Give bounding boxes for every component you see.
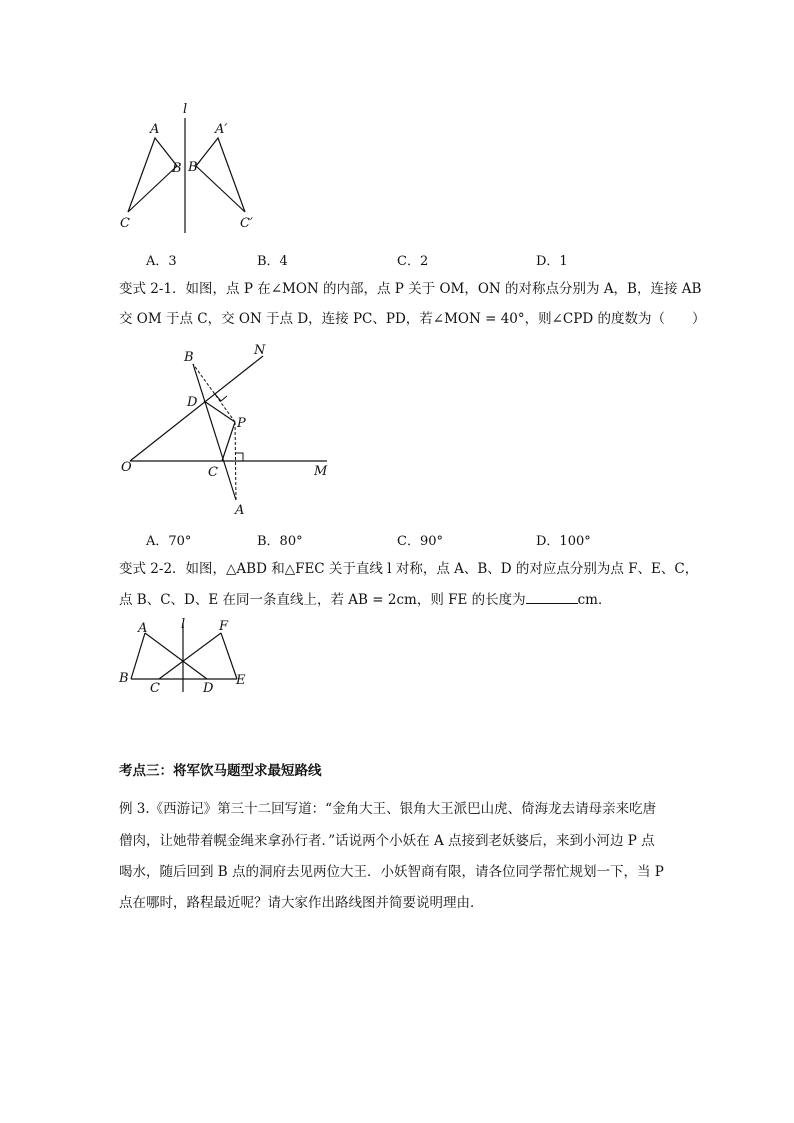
label-c: C: [120, 216, 130, 231]
ex3-text-line4: 点在哪时，路程最近呢？请大家作出路线图并简要说明理由．: [119, 895, 484, 911]
q22-text-line2-after: cm．: [577, 592, 612, 608]
q22-text-line1: 变式 2-2．如图，△ABD 和△FEC 关于直线 l 对称，点 A、B、D 的对应点分别为点 F、E、C，: [119, 561, 699, 577]
q21-text-line2: 交 OM 于点 C，交 ON 于点 D，连接 PC、PD，若∠MON = 40°，则∠CPD 的度数为（ ）: [119, 311, 706, 327]
segment-pc: [222, 422, 235, 461]
q21-option-a: A．70°: [146, 534, 192, 549]
label-b: B: [119, 671, 129, 686]
segment-ab: [131, 633, 145, 679]
figure-angle-mon: [115, 340, 335, 520]
q22-text-line2-before: 点 B、C、D、E 在同一条直线上，若 AB = 2cm，则 FE 的长度为: [119, 592, 526, 608]
label-e: E: [236, 673, 246, 688]
right-angle-mark-om: [235, 453, 243, 461]
segment-ad: [145, 633, 207, 679]
label-a-prime: A′: [215, 122, 228, 137]
label-a: A: [138, 621, 148, 636]
label-p: P: [237, 416, 246, 431]
segment-fc: [159, 633, 221, 679]
label-n: N: [254, 343, 266, 358]
answer-blank[interactable]: [526, 589, 578, 604]
label-l: l: [181, 617, 186, 632]
ex3-text-line2: 僧肉，让她带着幌金绳来拿孙行者．”话说两个小妖在 A 点接到老妖婆后，来到小河边 P 点: [119, 833, 655, 849]
dashed-pb: [193, 364, 235, 422]
q21-option-c: C．90°: [397, 534, 443, 549]
label-b-prime: B′: [188, 160, 201, 175]
q1-option-d: D．1: [536, 254, 568, 269]
label-a: A: [150, 122, 160, 137]
label-b: B: [184, 350, 194, 365]
section-heading: 考点三：将军饮马题型求最短路线: [119, 763, 322, 779]
q1-option-b: B．4: [257, 254, 288, 269]
label-o: O: [121, 460, 132, 475]
ex3-text-line1: 例 3.《西游记》第三十二回写道：“金角大王、银角大王派巴山虎、倚海龙去请母亲来吃唐: [119, 801, 657, 817]
label-d: D: [203, 681, 214, 696]
triangle-abc: [128, 138, 177, 212]
ex3-text-line3: 喝水，随后回到 B 点的洞府去见两位大王．小妖智商有限，请各位同学帮忙规划一下，当 P: [119, 864, 664, 880]
label-c: C: [208, 465, 218, 480]
label-l: l: [183, 102, 188, 117]
q21-option-b: B．80°: [257, 534, 303, 549]
q1-option-c: C．2: [397, 254, 429, 269]
figure-reflection-triangles: [115, 100, 265, 235]
label-a: A: [235, 503, 245, 518]
label-f: F: [219, 619, 229, 634]
q22-text-line2: [119, 587, 612, 614]
q21-text-line1: 变式 2-1．如图，点 P 在∠MON 的内部，点 P 关于 OM，ON 的对称点分别为 A，B，连接 AB: [119, 281, 702, 297]
segment-pd: [204, 401, 235, 422]
label-c: C: [150, 681, 160, 696]
label-b: B: [172, 161, 182, 176]
q1-option-a: A．3: [146, 254, 177, 269]
q21-option-d: D．100°: [536, 534, 591, 549]
triangle-abc-reflected: [196, 138, 245, 212]
label-d: D: [187, 395, 198, 410]
label-c-prime: C′: [240, 216, 253, 231]
segment-fe: [221, 633, 237, 679]
label-m: M: [314, 464, 328, 479]
figure-symmetric-triangles: [115, 614, 255, 696]
